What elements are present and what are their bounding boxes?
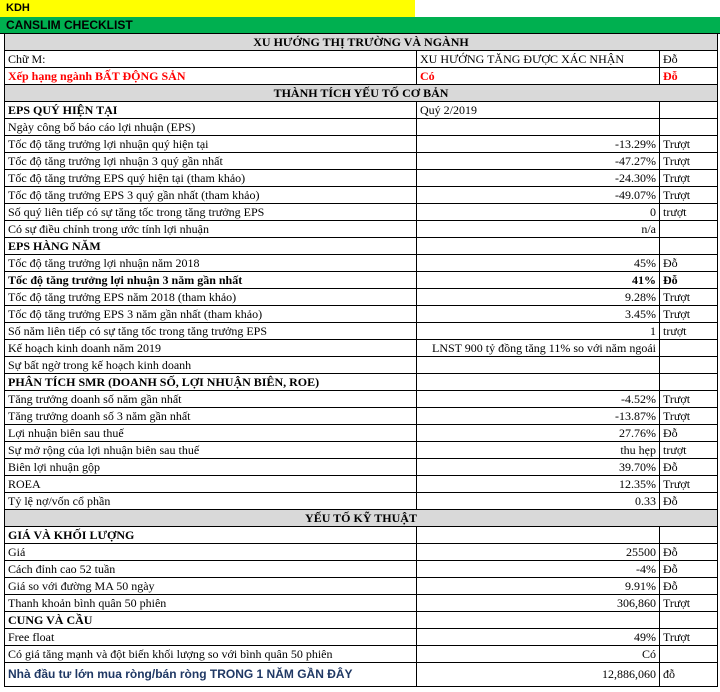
table-row xyxy=(0,153,720,170)
row-value[interactable]: 45% xyxy=(417,255,660,272)
table-row xyxy=(0,578,720,595)
row-label[interactable]: Tỷ lệ nợ/vốn cổ phần xyxy=(4,493,417,510)
table-row xyxy=(0,374,720,391)
table-row xyxy=(0,255,720,272)
table-row xyxy=(0,68,720,85)
row-label[interactable]: Sự bất ngờ trong kế hoạch kinh doanh xyxy=(4,357,417,374)
row-value[interactable]: -49.07% xyxy=(417,187,660,204)
row-value[interactable]: 9.28% xyxy=(417,289,660,306)
row-status[interactable]: Đỗ xyxy=(660,272,718,289)
row-label[interactable]: Số quý liên tiếp có sự tăng tốc trong tăng trưởng EPS xyxy=(4,204,417,221)
row-status[interactable]: Đỗ xyxy=(660,561,718,578)
section-technical-header[interactable]: YẾU TỐ KỸ THUẬT xyxy=(4,510,718,527)
supply-demand-title[interactable]: CUNG VÀ CẦU xyxy=(4,612,417,629)
row-label[interactable]: Tốc độ tăng trưởng EPS năm 2018 (tham khảo) xyxy=(4,289,417,306)
row-value[interactable]: 0.33 xyxy=(417,493,660,510)
row-value[interactable]: LNST 900 tỷ đồng tăng 11% so với năm ngoái xyxy=(417,340,660,357)
row-value[interactable]: -47.27% xyxy=(417,153,660,170)
row-status[interactable] xyxy=(660,221,718,238)
row-value[interactable]: 41% xyxy=(417,272,660,289)
row-status[interactable]: Trượt xyxy=(660,408,718,425)
price-volume-title[interactable]: GIÁ VÀ KHỐI LƯỢNG xyxy=(4,527,417,544)
row-value[interactable]: 27.76% xyxy=(417,425,660,442)
row-value[interactable]: 39.70% xyxy=(417,459,660,476)
row-value[interactable]: -13.87% xyxy=(417,408,660,425)
row-status[interactable] xyxy=(660,119,718,136)
row-status[interactable]: Trượt xyxy=(660,170,718,187)
table-row xyxy=(0,323,720,340)
row-label[interactable]: Nhà đầu tư lớn mua ròng/bán ròng TRONG 1 NĂM GẦN ĐÂY xyxy=(4,663,417,687)
row-value[interactable]: 1 xyxy=(417,323,660,340)
table-row xyxy=(0,425,720,442)
row-status[interactable] xyxy=(660,340,718,357)
row-value[interactable]: 9.91% xyxy=(417,578,660,595)
row-status[interactable]: Đỗ xyxy=(660,255,718,272)
table-row xyxy=(0,340,720,357)
row-status[interactable]: Đỗ xyxy=(660,459,718,476)
ticker-cell[interactable]: KDH xyxy=(0,0,415,17)
row-label[interactable]: Tốc độ tăng trưởng lợi nhuận 3 năm gần nhất xyxy=(4,272,417,289)
table-row xyxy=(0,204,720,221)
row-value[interactable] xyxy=(417,238,660,255)
row-status[interactable]: Trượt xyxy=(660,629,718,646)
table-row xyxy=(0,527,720,544)
row-value[interactable]: -4.52% xyxy=(417,391,660,408)
row-label[interactable]: Có giá tăng mạnh và đột biến khối lượng so với bình quân 50 phiên xyxy=(4,646,417,663)
row-label[interactable]: Thanh khoản bình quân 50 phiên xyxy=(4,595,417,612)
row-status[interactable]: Trượt xyxy=(660,153,718,170)
section-fundamental-row xyxy=(0,85,720,102)
row-label[interactable]: Tốc độ tăng trưởng EPS 3 năm gần nhất (tham khảo) xyxy=(4,306,417,323)
table-row xyxy=(0,544,720,561)
row-label[interactable]: Tăng trưởng doanh số 3 năm gần nhất xyxy=(4,408,417,425)
row-status[interactable] xyxy=(660,102,718,119)
row-value[interactable]: Có xyxy=(417,68,660,85)
row-status[interactable]: Đỗ xyxy=(660,578,718,595)
table-row xyxy=(0,238,720,255)
row-value[interactable]: 0 xyxy=(417,204,660,221)
checklist-title[interactable]: CANSLIM CHECKLIST xyxy=(0,17,720,34)
section-technical-row xyxy=(0,510,720,527)
table-row xyxy=(0,459,720,476)
row-label[interactable]: Ngày công bố báo cáo lợi nhuận (EPS) xyxy=(4,119,417,136)
row-value[interactable]: n/a xyxy=(417,221,660,238)
table-row xyxy=(0,612,720,629)
table-row xyxy=(0,221,720,238)
smr-title[interactable]: PHÂN TÍCH SMR (DOANH SỐ, LỢI NHUẬN BIÊN, ROE) xyxy=(4,374,417,391)
row-status[interactable] xyxy=(660,357,718,374)
row-value[interactable]: 12,886,060 xyxy=(417,663,660,687)
table-row xyxy=(0,170,720,187)
row-label[interactable]: Chữ M: xyxy=(4,51,417,68)
table-row xyxy=(0,119,720,136)
row-status[interactable]: trượt xyxy=(660,204,718,221)
row-status[interactable] xyxy=(660,374,718,391)
row-value[interactable]: 306,860 xyxy=(417,595,660,612)
row-value[interactable]: Có xyxy=(417,646,660,663)
table-row xyxy=(0,391,720,408)
row-status[interactable]: Trượt xyxy=(660,289,718,306)
row-label[interactable]: Tốc độ tăng trưởng EPS 3 quý gần nhất (tham khảo) xyxy=(4,187,417,204)
row-value[interactable]: 49% xyxy=(417,629,660,646)
row-status[interactable]: Trượt xyxy=(660,595,718,612)
table-row xyxy=(0,646,720,663)
row-status[interactable]: trượt xyxy=(660,442,718,459)
row-status[interactable]: trượt xyxy=(660,323,718,340)
row-status[interactable]: Trượt xyxy=(660,476,718,493)
section-market-row xyxy=(0,34,720,51)
eps-quarter-title[interactable]: EPS QUÝ HIỆN TẠI xyxy=(4,102,417,119)
table-row xyxy=(0,476,720,493)
row-label[interactable]: ROEA xyxy=(4,476,417,493)
row-status[interactable]: Trượt xyxy=(660,306,718,323)
table-row xyxy=(0,272,720,289)
row-label[interactable]: Tốc độ tăng trưởng EPS quý hiện tại (tham khảo) xyxy=(4,170,417,187)
row-status[interactable]: Đỗ xyxy=(660,51,718,68)
table-row xyxy=(0,442,720,459)
table-row xyxy=(0,51,720,68)
row-value[interactable]: 3.45% xyxy=(417,306,660,323)
row-value[interactable] xyxy=(417,612,660,629)
table-row xyxy=(0,187,720,204)
row-label[interactable]: Tốc độ tăng trưởng lợi nhuận quý hiện tại xyxy=(4,136,417,153)
table-row xyxy=(0,595,720,612)
row-status[interactable] xyxy=(660,612,718,629)
table-row xyxy=(0,408,720,425)
row-status[interactable]: Trượt xyxy=(660,391,718,408)
row-label[interactable]: Lợi nhuận biên sau thuế xyxy=(4,425,417,442)
row-label[interactable]: Cách đỉnh cao 52 tuần xyxy=(4,561,417,578)
table-row xyxy=(0,493,720,510)
row-value[interactable] xyxy=(417,527,660,544)
section-fundamental-header[interactable]: THÀNH TÍCH YẾU TỐ CƠ BẢN xyxy=(4,85,718,102)
row-status[interactable]: Trượt xyxy=(660,187,718,204)
row-value[interactable]: XU HƯỚNG TĂNG ĐƯỢC XÁC NHẬN xyxy=(417,51,660,68)
row-label[interactable]: Tốc độ tăng trưởng lợi nhuận 3 quý gần nhất xyxy=(4,153,417,170)
table-row xyxy=(0,663,720,687)
row-value[interactable]: 12.35% xyxy=(417,476,660,493)
row-value[interactable]: 25500 xyxy=(417,544,660,561)
row-label[interactable]: Giá xyxy=(4,544,417,561)
table-row xyxy=(0,102,720,119)
row-value[interactable] xyxy=(417,119,660,136)
row-status[interactable]: Đỗ xyxy=(660,493,718,510)
table-row xyxy=(0,306,720,323)
row-value[interactable]: -24.30% xyxy=(417,170,660,187)
row-status[interactable]: đỗ xyxy=(660,663,718,687)
eps-quarter-period[interactable]: Quý 2/2019 xyxy=(417,102,660,119)
row-value[interactable] xyxy=(417,357,660,374)
table-row xyxy=(0,561,720,578)
row-label[interactable]: Số năm liên tiếp có sự tăng tốc trong tăng trưởng EPS xyxy=(4,323,417,340)
row-label[interactable]: Tốc độ tăng trưởng lợi nhuận năm 2018 xyxy=(4,255,417,272)
row-label[interactable]: Tăng trưởng doanh số năm gần nhất xyxy=(4,391,417,408)
table-row xyxy=(0,136,720,153)
row-value[interactable] xyxy=(417,374,660,391)
row-value[interactable]: -13.29% xyxy=(417,136,660,153)
row-status[interactable]: Đỗ xyxy=(660,425,718,442)
eps-year-title[interactable]: EPS HÀNG NĂM xyxy=(4,238,417,255)
table-row xyxy=(0,289,720,306)
row-label[interactable]: Free float xyxy=(4,629,417,646)
row-label[interactable]: Sự mở rộng của lợi nhuận biên sau thuế xyxy=(4,442,417,459)
row-status[interactable]: Trượt xyxy=(660,136,718,153)
row-status[interactable] xyxy=(660,646,718,663)
row-value[interactable]: thu hẹp xyxy=(417,442,660,459)
row-label[interactable]: Biên lợi nhuận gộp xyxy=(4,459,417,476)
row-label[interactable]: Xếp hạng ngành BẤT ĐỘNG SẢN xyxy=(4,68,417,85)
row-status[interactable]: Đỗ xyxy=(660,68,718,85)
table-row xyxy=(0,629,720,646)
table-row xyxy=(0,357,720,374)
row-label[interactable]: Có sự điều chỉnh trong ước tính lợi nhuận xyxy=(4,221,417,238)
row-label[interactable]: Giá so với đường MA 50 ngày xyxy=(4,578,417,595)
row-value[interactable]: -4% xyxy=(417,561,660,578)
row-status[interactable]: Đỗ xyxy=(660,544,718,561)
row-status[interactable] xyxy=(660,238,718,255)
row-status[interactable] xyxy=(660,527,718,544)
section-market-header[interactable]: XU HƯỚNG THỊ TRƯỜNG VÀ NGÀNH xyxy=(4,34,718,51)
row-label[interactable]: Kế hoạch kinh doanh năm 2019 xyxy=(4,340,417,357)
